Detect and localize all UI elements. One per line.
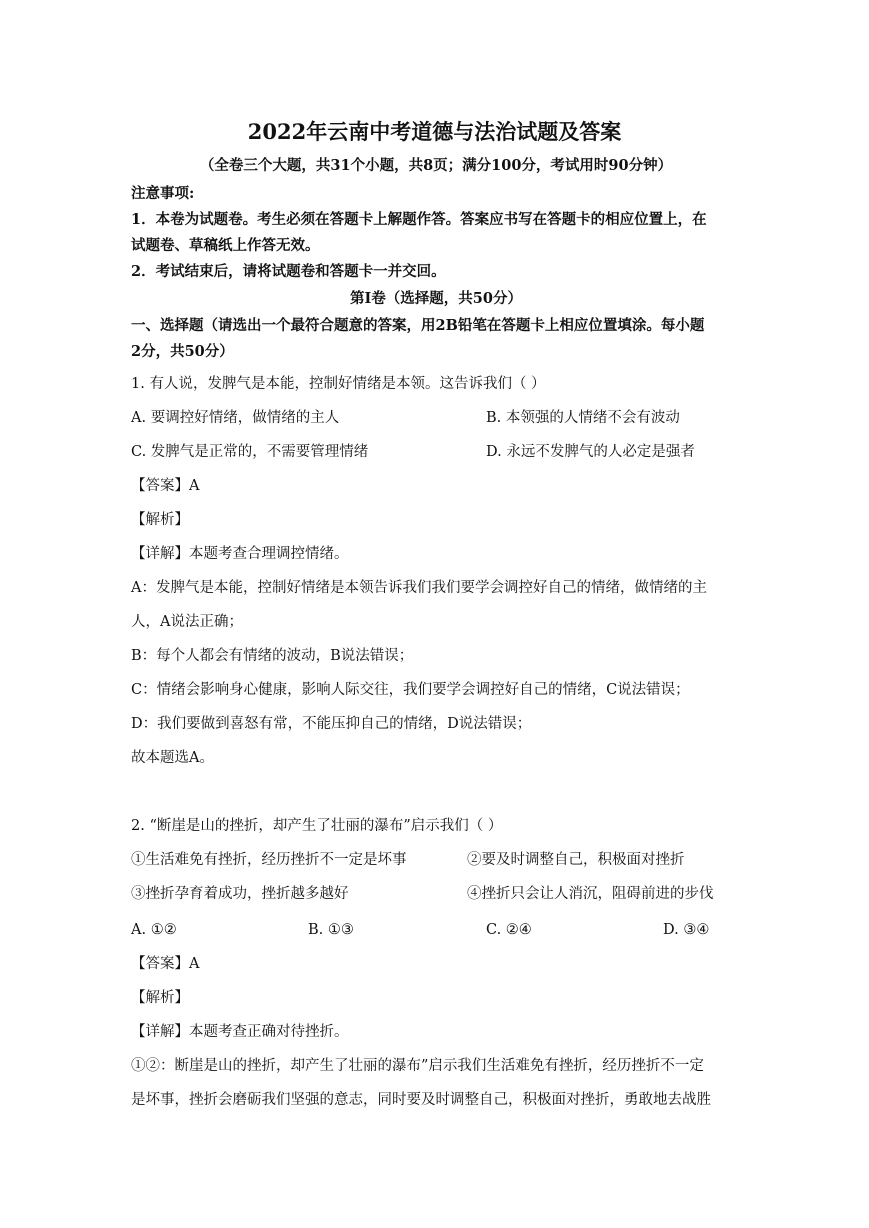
notice-heading: 注意事项:	[131, 185, 195, 202]
q2-answer: 【答案】A	[131, 956, 200, 972]
q2-option-b: B. ①③	[308, 922, 354, 938]
q2-option-a: A. ①②	[131, 922, 177, 938]
q1-detail: 【详解】本题考查合理调控情绪。	[131, 546, 349, 562]
q1-option-a: A. 要调控好情绪，做情绪的主人	[131, 410, 340, 426]
q2-statement-2: ②要及时调整自己，积极面对挫折	[467, 852, 685, 868]
q1-explain-a: A：发脾气是本能，控制好情绪是本领告诉我们我们要学会调控好自己的情绪，做情绪的主	[131, 580, 707, 596]
notice-item-1: 1．本卷为试题卷。考生必须在答题卡上解题作答。答案应书写在答题卡的相应位置上，在	[131, 211, 707, 228]
q2-option-d: D. ③④	[663, 922, 710, 938]
q1-option-c: C. 发脾气是正常的，不需要管理情绪	[131, 444, 369, 460]
q2-option-c: C. ②④	[486, 922, 532, 938]
q1-stem: 1. 有人说，发脾气是本能，控制好情绪是本领。这告诉我们（ ）	[131, 376, 546, 392]
notice-item-1-cont: 试题卷、草稿纸上作答无效。	[131, 237, 320, 254]
q2-stem: 2. “断崖是山的挫折，却产生了壮丽的瀑布”启示我们（ ）	[131, 818, 503, 834]
exam-subtitle: （全卷三个大题，共31个小题，共8页；满分100分，考试用时90分钟）	[199, 157, 673, 174]
q2-detail: 【详解】本题考查正确对待挫折。	[131, 1024, 349, 1040]
q2-statement-4: ④挫折只会让人消沉，阻碍前进的步伐	[467, 886, 714, 902]
page-title: 2022年云南中考道德与法治试题及答案	[247, 119, 622, 144]
q1-explain-a-cont: 人，A说法正确；	[131, 614, 243, 630]
q1-explain-b: B：每个人都会有情绪的波动，B说法错误；	[131, 648, 414, 664]
q1-explain-c: C：情绪会影响身心健康，影响人际交往，我们要学会调控好自己的情绪，C说法错误；	[131, 682, 690, 698]
section-heading-cont: 2分，共50分）	[131, 343, 234, 360]
part1-heading: 第Ⅰ卷（选择题，共50分）	[350, 290, 522, 307]
q1-conclusion: 故本题选A。	[131, 750, 214, 766]
q1-explain-d: D：我们要做到喜怒有常，不能压抑自己的情绪，D说法错误；	[131, 716, 532, 732]
q1-analysis-label: 【解析】	[131, 512, 189, 528]
notice-item-2: 2．考试结束后，请将试题卷和答题卡一并交回。	[131, 263, 446, 280]
q1-option-d: D. 永远不发脾气的人必定是强者	[486, 444, 695, 460]
section-heading: 一、选择题（请选出一个最符合题意的答案，用2B铅笔在答题卡上相应位置填涂。每小题	[131, 317, 705, 334]
q2-statement-3: ③挫折孕育着成功，挫折越多越好	[131, 886, 349, 902]
q2-statement-1: ①生活难免有挫折，经历挫折不一定是坏事	[131, 852, 407, 868]
q1-option-b: B. 本领强的人情绪不会有波动	[486, 410, 680, 426]
q2-analysis-label: 【解析】	[131, 990, 189, 1006]
q2-explain-line2: 是坏事，挫折会磨砺我们坚强的意志，同时要及时调整自己，积极面对挫折，勇敢地去战胜	[131, 1092, 711, 1108]
q2-explain-line1: ①②：断崖是山的挫折，却产生了壮丽的瀑布”启示我们生活难免有挫折，经历挫折不一定	[131, 1058, 704, 1074]
q1-answer: 【答案】A	[131, 478, 200, 494]
